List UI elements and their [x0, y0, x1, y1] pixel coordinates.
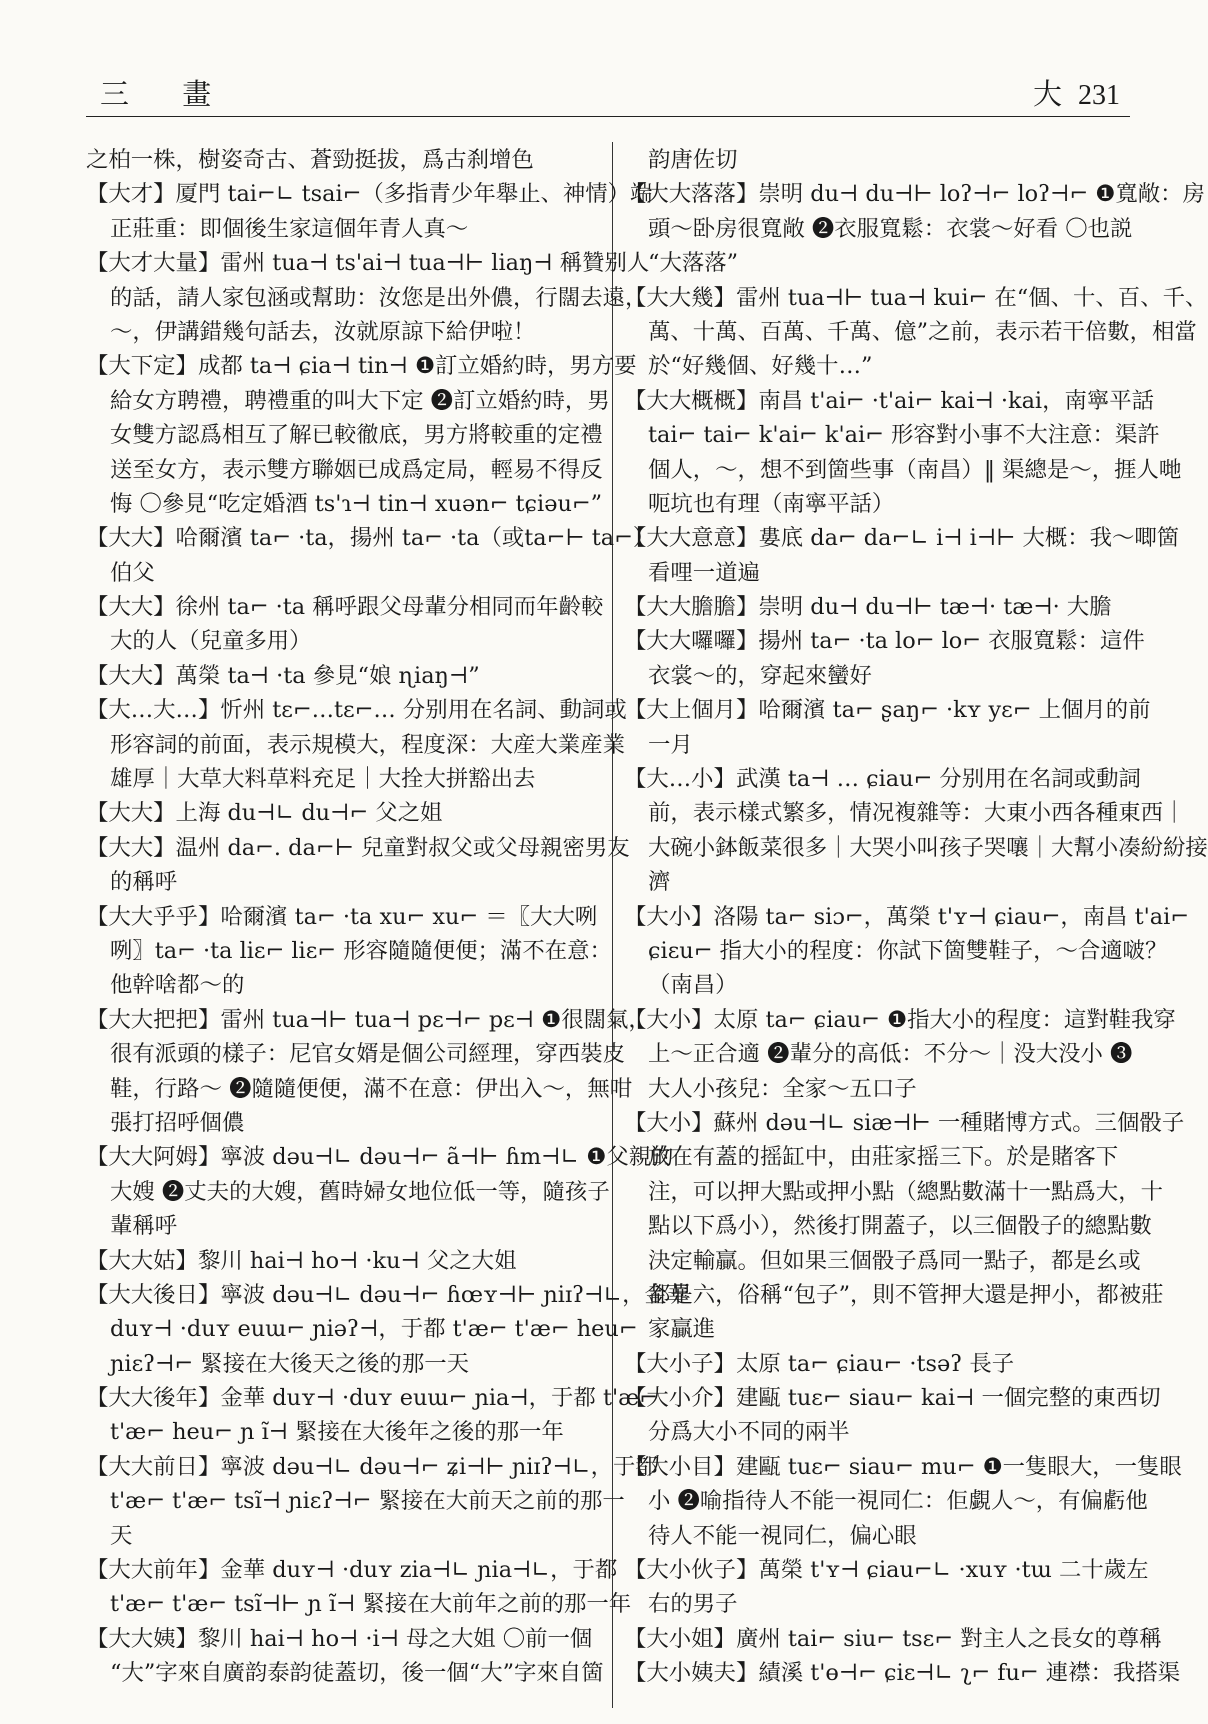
text-line: 天 — [110, 1522, 133, 1549]
text-line: 點以下爲小），然後打開蓋子，以三個骰子的總點數 — [648, 1213, 1152, 1240]
text-line: 【大大】温州 da⌐. da⌐⊢ 兒童對叔父或父母親密男友 — [86, 834, 630, 861]
text-line: 【大大姨】黎川 hai⊣ ho⊣ ·i⊣ 母之大姐 〇前一個 — [86, 1625, 593, 1652]
text-line: 雄厚｜大草大料草料充足｜大拴大拼豁出去 — [110, 766, 536, 793]
text-line: 右的男子 — [648, 1591, 738, 1618]
text-line: 【大大前日】寧波 dəu⊣∟ dəu⊣⌐ ʑi⊣⊢ ɲiɪʔ⊣∟，于都 — [86, 1453, 658, 1480]
text-line: 【大小介】建甌 tuɛ⌐ siau⌐ kai⊣ 一個完整的東西切 — [624, 1385, 1161, 1412]
text-line: 待人不能一視同仁，偏心眼 — [648, 1522, 917, 1549]
text-line: 鞋，行路～ ❷隨隨便便，滿不在意：伊出入～，無咁 — [110, 1075, 633, 1102]
text-line: t'æ⌐ heu⌐ ɲ ĩ⊣ 緊接在大後年之後的那一年 — [110, 1419, 564, 1446]
text-line: 大的人（兒童多用） — [110, 628, 312, 655]
text-line: 大碗小鉢飯菜很多｜大哭小叫孩子哭嚷｜大幫小凑紛紛接 — [648, 834, 1208, 861]
text-line: 於“好幾個、好幾十…” — [648, 353, 873, 380]
text-line: duʏ⊣ ·duʏ euɯ⌐ ɲiəʔ⊣，于都 t'æ⌐ t'æ⌐ heu⌐ — [110, 1316, 638, 1343]
text-line: 【大小伙子】萬榮 t'ʏ⊣ ɕiau⌐∟ ·xuʏ ·tɯ 二十歲左 — [624, 1557, 1149, 1584]
page-character: 大 — [1032, 77, 1062, 111]
text-line: 送至女方，表示雙方聯姻已成爲定局，輕易不得反 — [110, 456, 603, 483]
text-line: 張打招呼個儂 — [110, 1109, 245, 1136]
text-line: 【大大幾】雷州 tua⊣⊢ tua⊣ kui⌐ 在“個、十、百、千、 — [624, 284, 1208, 311]
text-line: ɲiɛʔ⊣⌐ 緊接在大後天之後的那一天 — [110, 1350, 469, 1377]
text-line: 個人，～，想不到箇些事（南昌）‖ 渠總是～，捱人哋 — [648, 456, 1182, 483]
text-line: 小 ❷喻指待人不能一視同仁：佢覷人～，有偏虧他 — [648, 1488, 1148, 1515]
text-line: ɕiɛu⌐ 指大小的程度：你試下箇雙鞋子，～合適啵？ — [648, 937, 1168, 964]
text-line: 一月 — [648, 731, 693, 758]
text-line: 【大大】上海 du⊣∟ du⊣⌐ 父之姐 — [86, 800, 443, 827]
page-number: 231 — [1078, 80, 1120, 111]
text-line: 上～正合適 ❷輩分的高低：不分～｜没大没小 ❸ — [648, 1041, 1133, 1068]
text-line: 的話，請人家包涵或幫助：汝您是出外儂，行闊去遠， — [110, 284, 648, 311]
text-line: 【大大囉囉】揚州 ta⌐ ·ta lo⌐ lo⌐ 衣服寬鬆：這件 — [624, 628, 1145, 655]
text-line: 悔 〇參見“吃定婚酒 ts'ɿ⊣ tin⊣ xuən⌐ tɕiəu⌐” — [110, 490, 603, 517]
text-line: 呃坑也有理（南寧平話） — [648, 490, 895, 517]
text-line: 看哩一道遍 — [648, 559, 760, 586]
text-line: tai⌐ tai⌐ k'ai⌐ k'ai⌐ 形容對小事不大注意：渠許 — [648, 422, 1160, 449]
text-line: 前，表示樣式繁多，情况複雜等：大東小西各種東西｜ — [648, 800, 1186, 827]
text-line: 【大…大…】忻州 tɛ⌐…tɛ⌐… 分别用在名詞、動詞或 — [86, 697, 627, 724]
text-line: 【大大姑】黎川 hai⊣ ho⊣ ·ku⊣ 父之大姐 — [86, 1247, 517, 1274]
text-line: 【大大】哈爾濱 ta⌐ ·ta，揚州 ta⌐ ·ta（或ta⌐⊢ ta⌐） — [86, 525, 656, 552]
text-line: 都是六，俗稱“包子”，則不管押大還是押小，都被莊 — [648, 1281, 1164, 1308]
text-line: 萬、十萬、百萬、千萬、億”之前，表示若干倍數，相當 — [648, 318, 1197, 345]
text-line: “大”字來自廣韵泰韵徒蓋切，後一個“大”字來自箇 — [110, 1660, 604, 1687]
text-line: 注，可以押大點或押小點（總點數滿十一點爲大，十 — [648, 1178, 1163, 1205]
text-line: 【大小】蘇州 dəu⊣∟ siæ⊣⊢ 一種賭博方式。三個骰子 — [624, 1109, 1185, 1136]
text-line: 輩稱呼 — [110, 1213, 178, 1240]
text-line: 【大小】太原 ta⌐ ɕiau⌐ ❶指大小的程度：這對鞋我穿 — [624, 1006, 1176, 1033]
text-line: 【大小】洛陽 ta⌐ siɔ⌐，萬榮 t'ʏ⊣ ɕiau⌐，南昌 t'ai⌐ — [624, 903, 1190, 930]
text-line: 【大大】萬榮 ta⊣ ·ta 參見“娘 ɳiaŋ⊣” — [86, 662, 480, 689]
text-line: 【大大膽膽】崇明 du⊣ du⊣⊢ tæ⊣· tæ⊣· 大膽 — [624, 594, 1112, 621]
right-column — [624, 143, 1208, 1691]
page-label — [1033, 72, 1120, 113]
text-line: 【大大阿姆】寧波 dəu⊣∟ dəu⊣⌐ ã⊣⊢ ɦm⊣∟ ❶父親的 — [86, 1144, 674, 1171]
text-line: 形容詞的前面，表示規模大，程度深：大産大業産業 — [110, 731, 625, 758]
text-line: t'æ⌐ t'æ⌐ tsĩ⊣ ɲiɛʔ⊣⌐ 緊接在大前天之前的那一 — [110, 1488, 625, 1515]
text-line: 分爲大小不同的兩半 — [648, 1419, 850, 1446]
text-line: 咧〗ta⌐ ·ta liɛ⌐ liɛ⌐ 形容隨隨便便；滿不在意： — [110, 937, 612, 964]
text-line: 大嫂 ❷丈夫的大嫂，舊時婦女地位低一等，隨孩子 — [110, 1178, 610, 1205]
text-line: 【大大乎乎】哈爾濱 ta⌐ ·ta xu⌐ xu⌐ ＝〖大大咧 — [86, 903, 598, 930]
text-line: 家贏進 — [648, 1316, 716, 1343]
text-line: 給女方聘禮，聘禮重的叫大下定 ❷訂立婚約時，男 — [110, 387, 610, 414]
text-line: 【大大落落】崇明 du⊣ du⊣⊢ loʔ⊣⌐ loʔ⊣⌐ ❶寬敞：房 — [624, 181, 1205, 208]
text-line: 大人小孩兒：全家～五口子 — [648, 1075, 917, 1102]
text-line: 【大才大量】雷州 tua⊣ ts'ai⊣ tua⊣⊢ liaŋ⊣ 稱贊别人 — [86, 250, 650, 277]
text-line: 伯父 — [110, 559, 155, 586]
text-line: 【大上個月】哈爾濱 ta⌐ ʂaŋ⌐ ·kʏ yɛ⌐ 上個月的前 — [624, 697, 1151, 724]
text-line: 濟 — [648, 869, 671, 896]
text-line: 【大…小】武漢 ta⊣ … ɕiau⌐ 分别用在名詞或動詞 — [624, 766, 1141, 793]
text-line: 正莊重：即個後生家這個年青人真～ — [110, 215, 469, 242]
header-rule — [86, 116, 1130, 117]
text-line: 【大大】徐州 ta⌐ ·ta 稱呼跟父母輩分相同而年齡較 — [86, 594, 604, 621]
text-line: 【大小目】建甌 tuɛ⌐ siau⌐ mu⌐ ❶一隻眼大，一隻眼 — [624, 1453, 1182, 1480]
text-line: 【大大後日】寧波 dəu⊣∟ dəu⊣⌐ ɦœʏ⊣⊢ ɲiɪʔ⊣∟，金華 — [86, 1281, 690, 1308]
text-line: 決定輸贏。但如果三個骰子爲同一點子，都是幺或 — [648, 1247, 1141, 1274]
text-line: 放在有蓋的摇缸中，由莊家摇三下。於是賭客下 — [648, 1144, 1119, 1171]
text-line: 【大大把把】雷州 tua⊣⊢ tua⊣ pɛ⊣⌐ pɛ⊣ ❶很闊氣， — [86, 1006, 651, 1033]
text-line: 【大小姨夫】績溪 t'ɵ⊣⌐ ɕiɛ⊣∟ ʅ⌐ fu⌐ 連襟：我搭渠 — [624, 1660, 1181, 1687]
text-line: 【大才】厦門 tai⌐∟ tsai⌐（多指青少年舉止、神情）端 — [86, 181, 653, 208]
text-line: 韵唐佐切 — [648, 147, 738, 173]
text-line: 【大小子】太原 ta⌐ ɕiau⌐ ·tsəʔ 長子 — [624, 1350, 1015, 1377]
text-line: ～，伊講錯幾句話去，汝就原諒下給伊啦！ — [110, 318, 536, 345]
text-line: 頭～卧房很寬敞 ❷衣服寬鬆：衣裳～好看 〇也説 — [648, 215, 1133, 242]
page-header — [86, 72, 1130, 116]
text-line: 【大大概概】南昌 t'ai⌐ ·t'ai⌐ kai⊣ ·kai，南寧平話 — [624, 387, 1155, 414]
text-line: 的稱呼 — [110, 869, 178, 896]
section-title: 三 畫 — [100, 77, 234, 111]
text-line: 衣裳～的，穿起來蠻好 — [648, 662, 872, 689]
text-line: 【大小姐】廣州 tai⌐ siu⌐ tsɛ⌐ 對主人之長女的尊稱 — [624, 1625, 1162, 1652]
text-line: 【大下定】成都 ta⊣ ɕia⊣ tin⊣ ❶訂立婚約時，男方要 — [86, 353, 637, 380]
text-line: 【大大意意】婁底 da⌐ da⌐∟ i⊣ i⊣⊢ 大概：我～唧箇 — [624, 525, 1180, 552]
text-line: 之柏一株，樹姿奇古、蒼勁挺拔，爲古刹增色 — [86, 147, 534, 173]
text-line: 女雙方認爲相互了解已較徹底，男方將較重的定禮 — [110, 422, 603, 449]
text-line: 很有派頭的樣子：尼官女婿是個公司經理，穿西裝皮 — [110, 1041, 625, 1068]
text-line: 【大大前年】金華 duʏ⊣ ·duʏ zia⊣∟ ɲia⊣∟，于都 — [86, 1557, 618, 1584]
text-line: “大落落” — [648, 250, 739, 277]
text-line: 他幹啥都～的 — [110, 972, 245, 999]
text-line: （南昌） — [648, 972, 738, 999]
text-line: t'æ⌐ t'æ⌐ tsĩ⊣⊢ ɲ ĩ⊣ 緊接在大前年之前的那一年 — [110, 1591, 632, 1618]
text-line: 【大大後年】金華 duʏ⊣ ·duʏ euɯ⌐ ɲia⊣，于都 t'æ⌐ — [86, 1385, 658, 1412]
